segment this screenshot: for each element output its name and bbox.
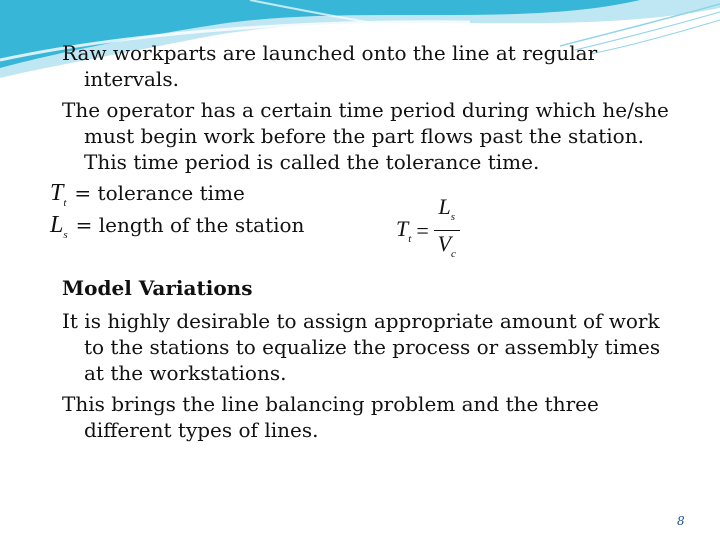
heading-model-variations: Model Variations [62, 276, 253, 300]
page-number: 8 [677, 514, 685, 528]
paragraph-line-balancing: This brings the line balancing problem and the three different types of lines. [62, 392, 599, 442]
formula-denominator: $V_c$ [437, 231, 456, 260]
definition-tolerance-time [50, 180, 245, 216]
symbol-L: L [50, 212, 64, 238]
definition-station-length [50, 212, 304, 248]
definition-text: = length of the station [75, 213, 305, 237]
paragraph-tolerance-time: The operator has a certain time period during which he/she must begin work before the part flows past the station. This time period is called the tolerance time. [62, 98, 669, 174]
subscript-t: t [63, 197, 67, 209]
paragraph-launch-intervals: Raw workparts are launched onto the line at regular intervals. [62, 41, 598, 91]
formula-fraction [434, 194, 460, 267]
formula-numerator: $L_s$ [438, 194, 455, 223]
formula-equals: = [416, 217, 429, 243]
definition-text: = tolerance time [74, 181, 245, 205]
paragraph-assign-work: It is highly desirable to assign appropriate amount of work to the stations to equalize the process or assembly times at the workstations. [62, 309, 661, 385]
formula-lhs: $T_t$ [396, 216, 412, 245]
symbol-T: T [50, 180, 64, 206]
subscript-s: s [63, 229, 68, 241]
tolerance-time-formula [396, 194, 460, 267]
